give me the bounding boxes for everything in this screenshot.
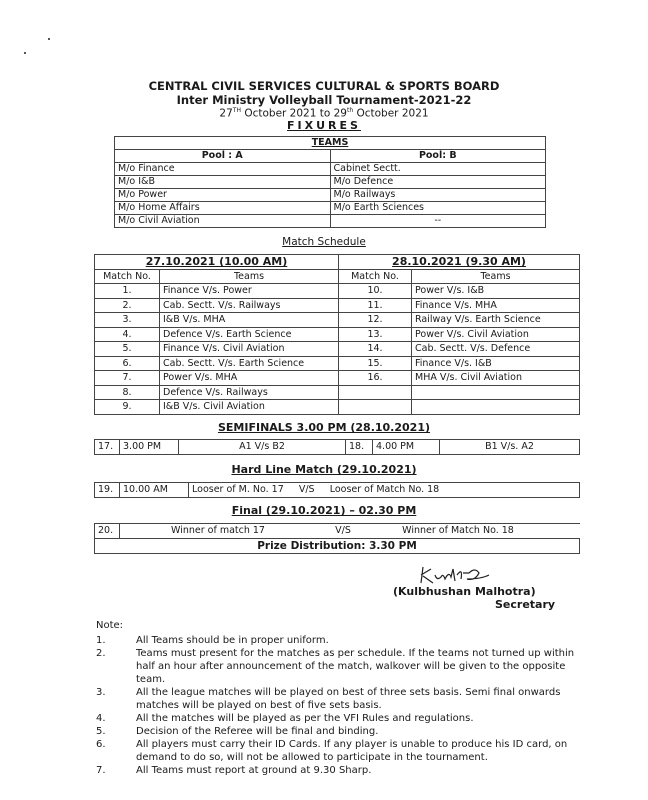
table-row bbox=[95, 524, 580, 539]
semi1-no: 17. bbox=[95, 440, 120, 455]
signature-icon bbox=[405, 563, 585, 587]
match-no: 4. bbox=[95, 327, 160, 342]
table-row bbox=[95, 483, 580, 498]
hard-line-title: Hard Line Match (29.10.2021) bbox=[231, 463, 417, 476]
list-item bbox=[96, 764, 596, 777]
prize-distribution: Prize Distribution: 3.30 PM bbox=[95, 539, 580, 554]
teams-title-text: TEAMS bbox=[311, 137, 349, 148]
match-teams: Finance V/s. MHA bbox=[412, 298, 580, 313]
note-text: All the matches will be played as per the VFI Rules and regulations. bbox=[136, 713, 474, 724]
match-no bbox=[339, 385, 412, 400]
match-no: 16. bbox=[339, 371, 412, 386]
table-row bbox=[95, 371, 580, 386]
match-teams: Finance V/s. Civil Aviation bbox=[160, 342, 339, 357]
pool-a-team: M/o Finance bbox=[115, 163, 331, 176]
date-middle: October 2021 to 29 bbox=[240, 107, 347, 120]
scan-speck bbox=[24, 52, 26, 54]
notes-label: Note: bbox=[96, 620, 124, 631]
teams-title bbox=[115, 137, 546, 150]
pool-b-team: M/o Earth Sciences bbox=[330, 202, 546, 215]
table-row bbox=[95, 342, 580, 357]
match-teams: Railway V/s. Earth Science bbox=[412, 313, 580, 328]
pool-b-team: Cabinet Sectt. bbox=[330, 163, 546, 176]
list-item bbox=[96, 647, 596, 686]
note-number: 7. bbox=[96, 765, 106, 776]
table-row bbox=[95, 284, 580, 299]
table-row bbox=[95, 385, 580, 400]
list-item bbox=[96, 725, 596, 738]
day2-date: 28.10.2021 (9.30 AM) bbox=[339, 255, 580, 270]
final-table bbox=[94, 523, 580, 554]
match-no bbox=[339, 400, 412, 415]
table-row bbox=[95, 440, 580, 455]
date-end: October 2021 bbox=[353, 107, 429, 120]
event-title: Inter Ministry Volleyball Tournament-2021-22 bbox=[176, 93, 472, 107]
match-no: 14. bbox=[339, 342, 412, 357]
day2-col-no: Match No. bbox=[339, 269, 412, 284]
note-text: All players must carry their ID Cards. If any player is unable to produce his ID card, on demand to do so, will not be allowed to participate in the tournament. bbox=[136, 739, 568, 763]
final-title: Final (29.10.2021) – 02.30 PM bbox=[231, 504, 417, 517]
match-no: 6. bbox=[95, 356, 160, 371]
list-item bbox=[96, 686, 596, 712]
match-no: 3. bbox=[95, 313, 160, 328]
pool-a-header: Pool : A bbox=[115, 150, 331, 163]
note-number: 3. bbox=[96, 687, 106, 698]
note-number: 4. bbox=[96, 713, 106, 724]
doc-title: FIXURES bbox=[287, 119, 361, 132]
match-teams: I&B V/s. MHA bbox=[160, 313, 339, 328]
match-no: 11. bbox=[339, 298, 412, 313]
match-teams: Cab. Sectt. V/s. Railways bbox=[160, 298, 339, 313]
match-teams: Power V/s. MHA bbox=[160, 371, 339, 386]
match-schedule-title bbox=[0, 236, 648, 248]
pool-a-team: M/o Home Affairs bbox=[115, 202, 331, 215]
table-row bbox=[95, 327, 580, 342]
semi2-no: 18. bbox=[346, 440, 373, 455]
list-item bbox=[96, 712, 596, 725]
start-day: 27 bbox=[219, 107, 233, 120]
day2-col-teams: Teams bbox=[412, 269, 580, 284]
final-right: Winner of Match No. 18 bbox=[402, 525, 514, 536]
match-no: 1. bbox=[95, 284, 160, 299]
note-number: 2. bbox=[96, 648, 106, 659]
table-row bbox=[115, 202, 546, 215]
table-row bbox=[95, 400, 580, 415]
pool-b-team: M/o Defence bbox=[330, 176, 546, 189]
day1-date: 27.10.2021 (10.00 AM) bbox=[95, 255, 339, 270]
match-teams: Cab. Sectt. V/s. Earth Science bbox=[160, 356, 339, 371]
schedule-table bbox=[94, 254, 580, 415]
match-teams: Power V/s. Civil Aviation bbox=[412, 327, 580, 342]
hard-line-time: 10.00 AM bbox=[120, 483, 189, 498]
end-sup: th bbox=[346, 107, 354, 114]
match-teams bbox=[412, 400, 580, 415]
final-no: 20. bbox=[95, 524, 120, 539]
table-row bbox=[115, 163, 546, 176]
pool-a-team: M/o Civil Aviation bbox=[115, 215, 331, 228]
match-no: 12. bbox=[339, 313, 412, 328]
final-left: Winner of match 17 bbox=[171, 525, 265, 536]
signatory-designation: Secretary bbox=[495, 598, 556, 611]
match-teams: Defence V/s. Railways bbox=[160, 385, 339, 400]
match-schedule-text: Match Schedule bbox=[282, 236, 366, 248]
note-number: 6. bbox=[96, 739, 106, 750]
pool-a-team: M/o I&B bbox=[115, 176, 331, 189]
teams-table bbox=[114, 136, 546, 228]
day1-col-no: Match No. bbox=[95, 269, 160, 284]
match-teams: I&B V/s. Civil Aviation bbox=[160, 400, 339, 415]
note-text: Decision of the Referee will be final and binding. bbox=[136, 726, 379, 737]
match-teams: Defence V/s. Earth Science bbox=[160, 327, 339, 342]
semifinals-table bbox=[94, 439, 580, 455]
match-no: 13. bbox=[339, 327, 412, 342]
semi1-time: 3.00 PM bbox=[120, 440, 179, 455]
match-teams: MHA V/s. Civil Aviation bbox=[412, 371, 580, 386]
semi1-teams: A1 V/s B2 bbox=[179, 440, 346, 455]
match-no: 9. bbox=[95, 400, 160, 415]
event-dates bbox=[0, 107, 648, 120]
match-teams: Finance V/s. I&B bbox=[412, 356, 580, 371]
notes-list bbox=[96, 634, 596, 777]
note-text: All the league matches will be played on best of three sets basis. Semi final onwards matches will be played on best of five sets basis. bbox=[136, 687, 561, 711]
list-item bbox=[96, 738, 596, 764]
table-row bbox=[95, 313, 580, 328]
pool-a-team: M/o Power bbox=[115, 189, 331, 202]
match-no: 5. bbox=[95, 342, 160, 357]
table-row bbox=[115, 189, 546, 202]
match-no: 10. bbox=[339, 284, 412, 299]
match-no: 15. bbox=[339, 356, 412, 371]
hard-line-no: 19. bbox=[95, 483, 120, 498]
pool-b-team: -- bbox=[330, 215, 546, 228]
pool-b-team: M/o Railways bbox=[330, 189, 546, 202]
signatory-name: (Kulbhushan Malhotra) bbox=[393, 585, 536, 598]
list-item bbox=[96, 634, 596, 647]
note-text: All Teams should be in proper uniform. bbox=[136, 635, 329, 646]
final-vs: V/S bbox=[335, 525, 351, 536]
table-row bbox=[115, 176, 546, 189]
match-no: 2. bbox=[95, 298, 160, 313]
note-number: 5. bbox=[96, 726, 106, 737]
match-teams: Cab. Sectt. V/s. Defence bbox=[412, 342, 580, 357]
semi2-teams: B1 V/s. A2 bbox=[440, 440, 580, 455]
table-row bbox=[115, 215, 546, 228]
note-text: All Teams must report at ground at 9.30 Sharp. bbox=[136, 765, 372, 776]
note-text: Teams must present for the matches as per schedule. If the teams not turned up within half an hour after announcement of the match, walkover will be given to the opposite team. bbox=[136, 648, 575, 685]
scan-speck bbox=[48, 38, 50, 40]
semifinals-title: SEMIFINALS 3.00 PM (28.10.2021) bbox=[217, 421, 430, 434]
org-title: CENTRAL CIVIL SERVICES CULTURAL & SPORTS BOARD bbox=[148, 79, 500, 93]
start-sup: TH bbox=[232, 107, 241, 114]
pool-b-header: Pool: B bbox=[330, 150, 546, 163]
table-row bbox=[95, 539, 580, 554]
match-teams: Power V/s. I&B bbox=[412, 284, 580, 299]
match-teams: Finance V/s. Power bbox=[160, 284, 339, 299]
semi2-time: 4.00 PM bbox=[373, 440, 440, 455]
table-row bbox=[95, 298, 580, 313]
match-teams bbox=[412, 385, 580, 400]
match-no: 8. bbox=[95, 385, 160, 400]
note-number: 1. bbox=[96, 635, 106, 646]
table-row bbox=[95, 356, 580, 371]
day1-col-teams: Teams bbox=[160, 269, 339, 284]
hard-line-teams: Looser of M. No. 17 V/S Looser of Match No. 18 bbox=[189, 483, 580, 498]
match-no: 7. bbox=[95, 371, 160, 386]
hard-line-table bbox=[94, 482, 580, 498]
final-teams bbox=[120, 524, 580, 539]
